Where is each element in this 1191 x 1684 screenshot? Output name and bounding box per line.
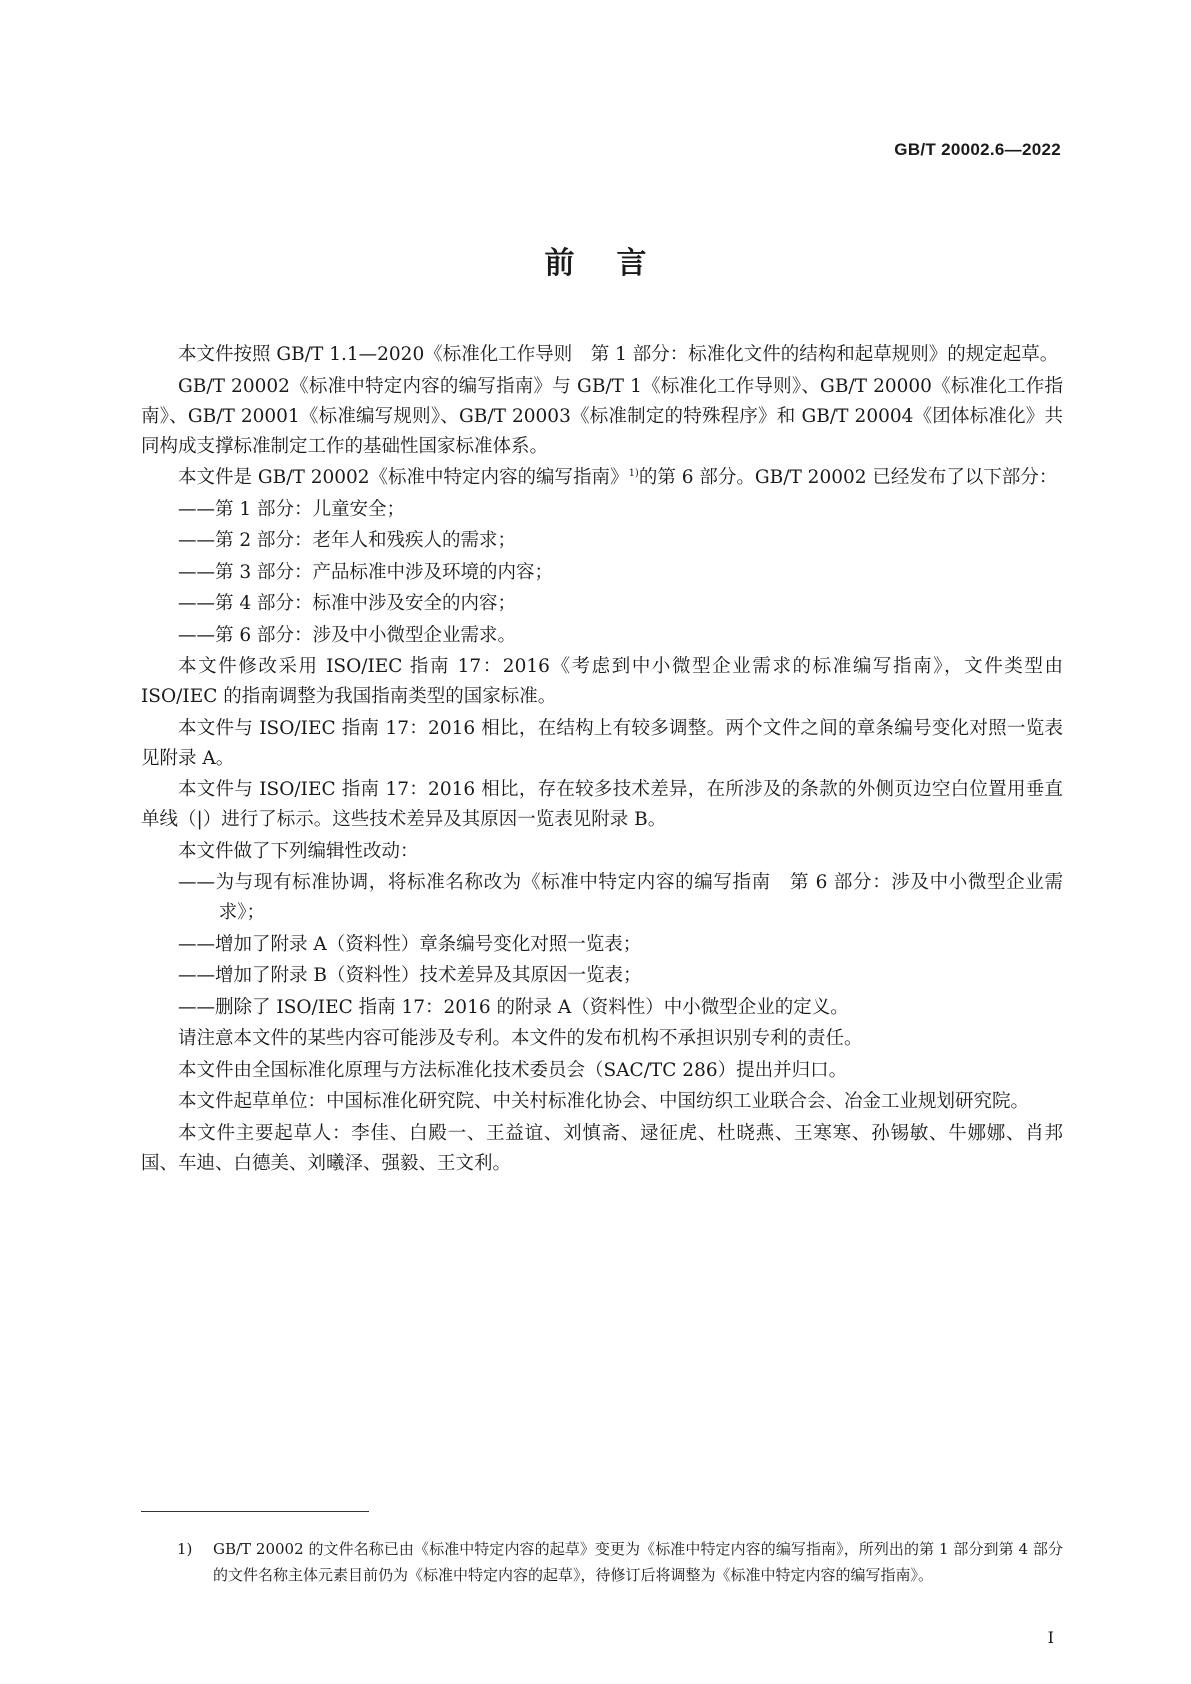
footnote-text: GB/T 20002 的文件名称已由《标准中特定内容的起草》变更为《标准中特定内容的编写指南》，所列出的第 1 部分到第 4 部分的文件名称主体元素目前仍为《标准中特定内容的起草》，待修订后将调整为《标准中特定内容的编写指南》。 — [213, 1540, 1063, 1584]
paragraph: 本文件按照 GB/T 1.1—2020《标准化工作导则 第 1 部分：标准化文件的结构和起草规则》的规定起草。 — [178, 344, 1059, 365]
list-item: ——第 1 部分：儿童安全； — [178, 498, 406, 520]
page-title: 前言 — [544, 246, 689, 281]
paragraph: 请注意本文件的某些内容可能涉及专利。本文件的发布机构不承担识别专利的责任。 — [178, 1028, 863, 1049]
list-item: ——删除了 ISO/IEC 指南 17：2016 的附录 A（资料性）中小微型企业的定义。 — [178, 996, 849, 1018]
footnote-divider — [141, 1511, 369, 1512]
list-item: ——第 4 部分：标准中涉及安全的内容； — [178, 593, 517, 614]
footnote-reference: 1) — [628, 468, 639, 479]
list-item: ——增加了附录 B（资料性）技术差异及其原因一览表； — [178, 965, 642, 986]
paragraph: 本文件修改采用 ISO/IEC 指南 17：2016《考虑到中小微型企业需求的标准编写指南》，文件类型由 ISO/IEC 的指南调整为我国指南类型的国家标准。 — [141, 656, 1063, 707]
footnote — [141, 1536, 1063, 1588]
paragraph-with-footnote-ref — [141, 463, 1063, 493]
paragraph: 本文件与 ISO/IEC 指南 17：2016 相比，存在较多技术差异，在所涉及的条款的外侧页边空白位置用垂直单线（|）进行了标示。这些技术差异及其原因一览表见附录 B。 — [141, 779, 1063, 830]
paragraph: 本文件与 ISO/IEC 指南 17：2016 相比，在结构上有较多调整。两个文件之间的章条编号变化对照一览表见附录 A。 — [141, 717, 1063, 769]
page-number: I — [1047, 1628, 1054, 1647]
footnote-number: 1) — [177, 1540, 193, 1558]
paragraph: 本文件主要起草人：李佳、白殿一、王益谊、刘慎斋、逯征虎、杜晓燕、王寒寒、孙锡敏、牛娜娜、肖邦国、车迪、白德美、刘曦泽、强毅、王文利。 — [141, 1122, 1063, 1174]
paragraph: 本文件由全国标准化原理与方法标准化技术委员会（SAC/TC 286）提出并归口。 — [178, 1059, 848, 1081]
list-item: ——增加了附录 A（资料性）章条编号变化对照一览表； — [178, 933, 642, 955]
paragraph-text: 本文件是 GB/T 20002《标准中特定内容的编写指南》 — [178, 467, 629, 488]
paragraph-text: 的第 6 部分。GB/T 20002 已经发布了以下部分： — [638, 467, 1058, 488]
preface-body — [141, 340, 1063, 1180]
list-item: ——为与现有标准协调，将标准名称改为《标准中特定内容的编写指南 第 6 部分：涉及中小微型企业需求》； — [178, 872, 1063, 923]
list-item: ——第 3 部分：产品标准中涉及环境的内容； — [178, 561, 554, 583]
list-item: ——第 2 部分：老年人和残疾人的需求； — [178, 530, 517, 551]
paragraph: 本文件做了下列编辑性改动： — [178, 840, 419, 862]
list-item: ——第 6 部分：涉及中小微型企业需求。 — [178, 624, 517, 646]
standard-code: GB/T 20002.6—2022 — [894, 140, 1061, 159]
paragraph: GB/T 20002《标准中特定内容的编写指南》与 GB/T 1《标准化工作导则》、GB/T 20000《标准化工作指南》、GB/T 20001《标准编写规则》、GB/T 20003《标准制定的特殊程序》和 GB/T 20004《团体标准化》共同构成支撑标准制定工作的基础性国家标准体系。 — [141, 375, 1063, 457]
paragraph: 本文件起草单位：中国标准化研究院、中关村标准化协会、中国纺织工业联合会、冶金工业规划研究院。 — [178, 1091, 1030, 1112]
